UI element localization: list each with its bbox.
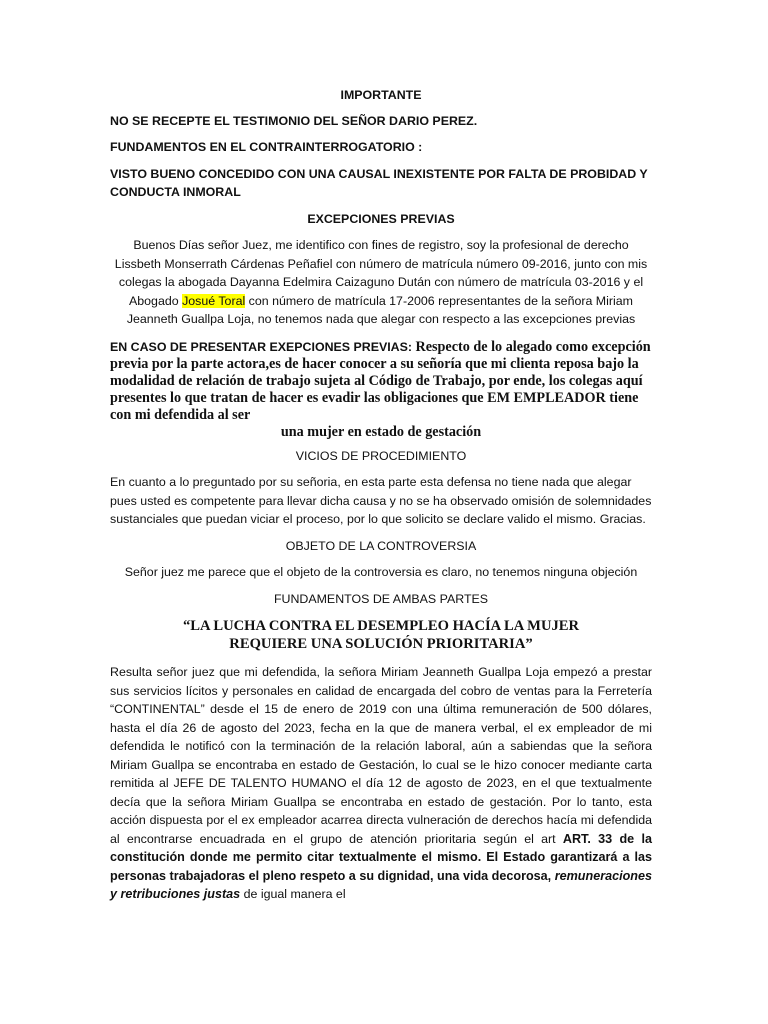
caso-label: EN CASO DE PRESENTAR EXEPCIONES PREVIAS: bbox=[110, 339, 416, 354]
fundamentos-ambas-heading: FUNDAMENTOS DE AMBAS PARTES bbox=[273, 591, 489, 606]
resulta-paragraph bbox=[110, 663, 652, 904]
intro-text-2: con número de matrícula 17-2006 representantes de la señora Miriam Jeanneth Guallpa Loja, no tenemos nada que alegar con respecto a las excepciones previas bbox=[126, 293, 636, 326]
vicios-heading: VICIOS DE PROCEDIMIENTO bbox=[295, 448, 467, 463]
no-recepte-line: NO SE RECEPTE EL TESTIMONIO DEL SEÑOR DARIO PEREZ. bbox=[110, 113, 478, 128]
fundamentos-contrainterrogatorio: FUNDAMENTOS EN EL CONTRAINTERROGATORIO : bbox=[110, 140, 423, 154]
resulta-text: Resulta señor juez que mi defendida, la señora Miriam Jeanneth Guallpa Loja empezó a prestar sus servicios lícitos y personales en calidad de encargada del cobro de ventas para la Ferretería “CONTINENTAL” desde el 15 de enero de 2019 con una última remuneración de 500 dólares, hasta el día 26 de agosto del 2023, fecha en la que de manera verbal, el ex empleador de mi defendida le notificó con la terminación de la relación laboral, aún a sabiendas que la señora Miriam Guallpa se encontraba en estado de Gestación, lo cual se le hizo conocer mediante carta remitida al JEFE DE TALENTO HUMANO el día 12 de agosto de 2023, en el que textualmente decía que la señora Miriam Guallpa se encontraba en estado de gestación. Por lo tanto, esta acción dispuesta por el ex empleador acarrea directa vulneración de derechos hacía mi defendida al encontrarse encuadrada en el grupo de atención prioritaria según el art bbox=[110, 665, 652, 846]
highlighted-name: Josué Toral bbox=[182, 293, 246, 308]
caso-text: Respecto de lo alegado como excepción previa por la parte actora,es de hacer conocer a su señoría que mi clienta reposa bajo la modalidad de relación de trabajo sujeta al Código de Trabajo, por ende, los colegas aquí presentes lo que tratan de hacer es evadir las obligaciones que EM EMPLEADOR tiene con mi defendida al ser bbox=[110, 338, 651, 423]
excepciones-previas-heading: EXCEPCIONES PREVIAS bbox=[307, 211, 455, 226]
art-bold-text: ART. 33 de la constitución donde me permito citar textualmente el mismo. El Estado garantizará a las personas trabajadoras el pleno respeto a su dignidad, una vida decorosa, bbox=[110, 831, 652, 883]
caso-last-line: una mujer en estado de gestación bbox=[280, 423, 482, 440]
intro-text-1: Buenos Días señor Juez, me identifico con fines de registro, soy la profesional de derecho Lissbeth Monserrath Cárdenas Peñafiel con número de matrícula número 09-2016, junto con mis colegas la abogada Dayanna Edelmira Caizaguno Dután con número de matrícula 03-2016 y el Abogado bbox=[114, 238, 648, 308]
quote-line-2: REQUIERE UNA SOLUCIÓN PRIORITARIA” bbox=[229, 636, 533, 652]
intro-paragraph bbox=[110, 236, 652, 329]
objeto-heading: OBJETO DE LA CONTROVERSIA bbox=[285, 538, 477, 553]
visto-bueno-paragraph: VISTO BUENO CONCEDIDO CON UNA CAUSAL INEXISTENTE POR FALTA DE PROBIDAD Y CONDUCTA INMORAL bbox=[110, 166, 648, 199]
document-body bbox=[110, 86, 652, 904]
art-italic-text: remuneraciones y retribuciones justas bbox=[110, 868, 652, 901]
vicios-paragraph: En cuanto a lo preguntado por su señoria, en esta parte esta defensa no tiene nada que alegar pues usted es competente para llevar dicha causa y no se ha observado omisión de solemnidades sustanciales que puedan viciar el proceso, por lo que solicito se declare valido el mismo. Gracias. bbox=[110, 475, 652, 526]
quote-line-1: “LA LUCHA CONTRA EL DESEMPLEO HACÍA LA MUJER bbox=[182, 618, 580, 634]
heading-importante: IMPORTANTE bbox=[340, 88, 422, 102]
caso-paragraph bbox=[110, 339, 652, 424]
art-end-text: de igual manera el bbox=[240, 887, 346, 901]
objeto-paragraph: Señor juez me parece que el objeto de la controversia es claro, no tenemos ninguna objeción bbox=[124, 565, 638, 579]
